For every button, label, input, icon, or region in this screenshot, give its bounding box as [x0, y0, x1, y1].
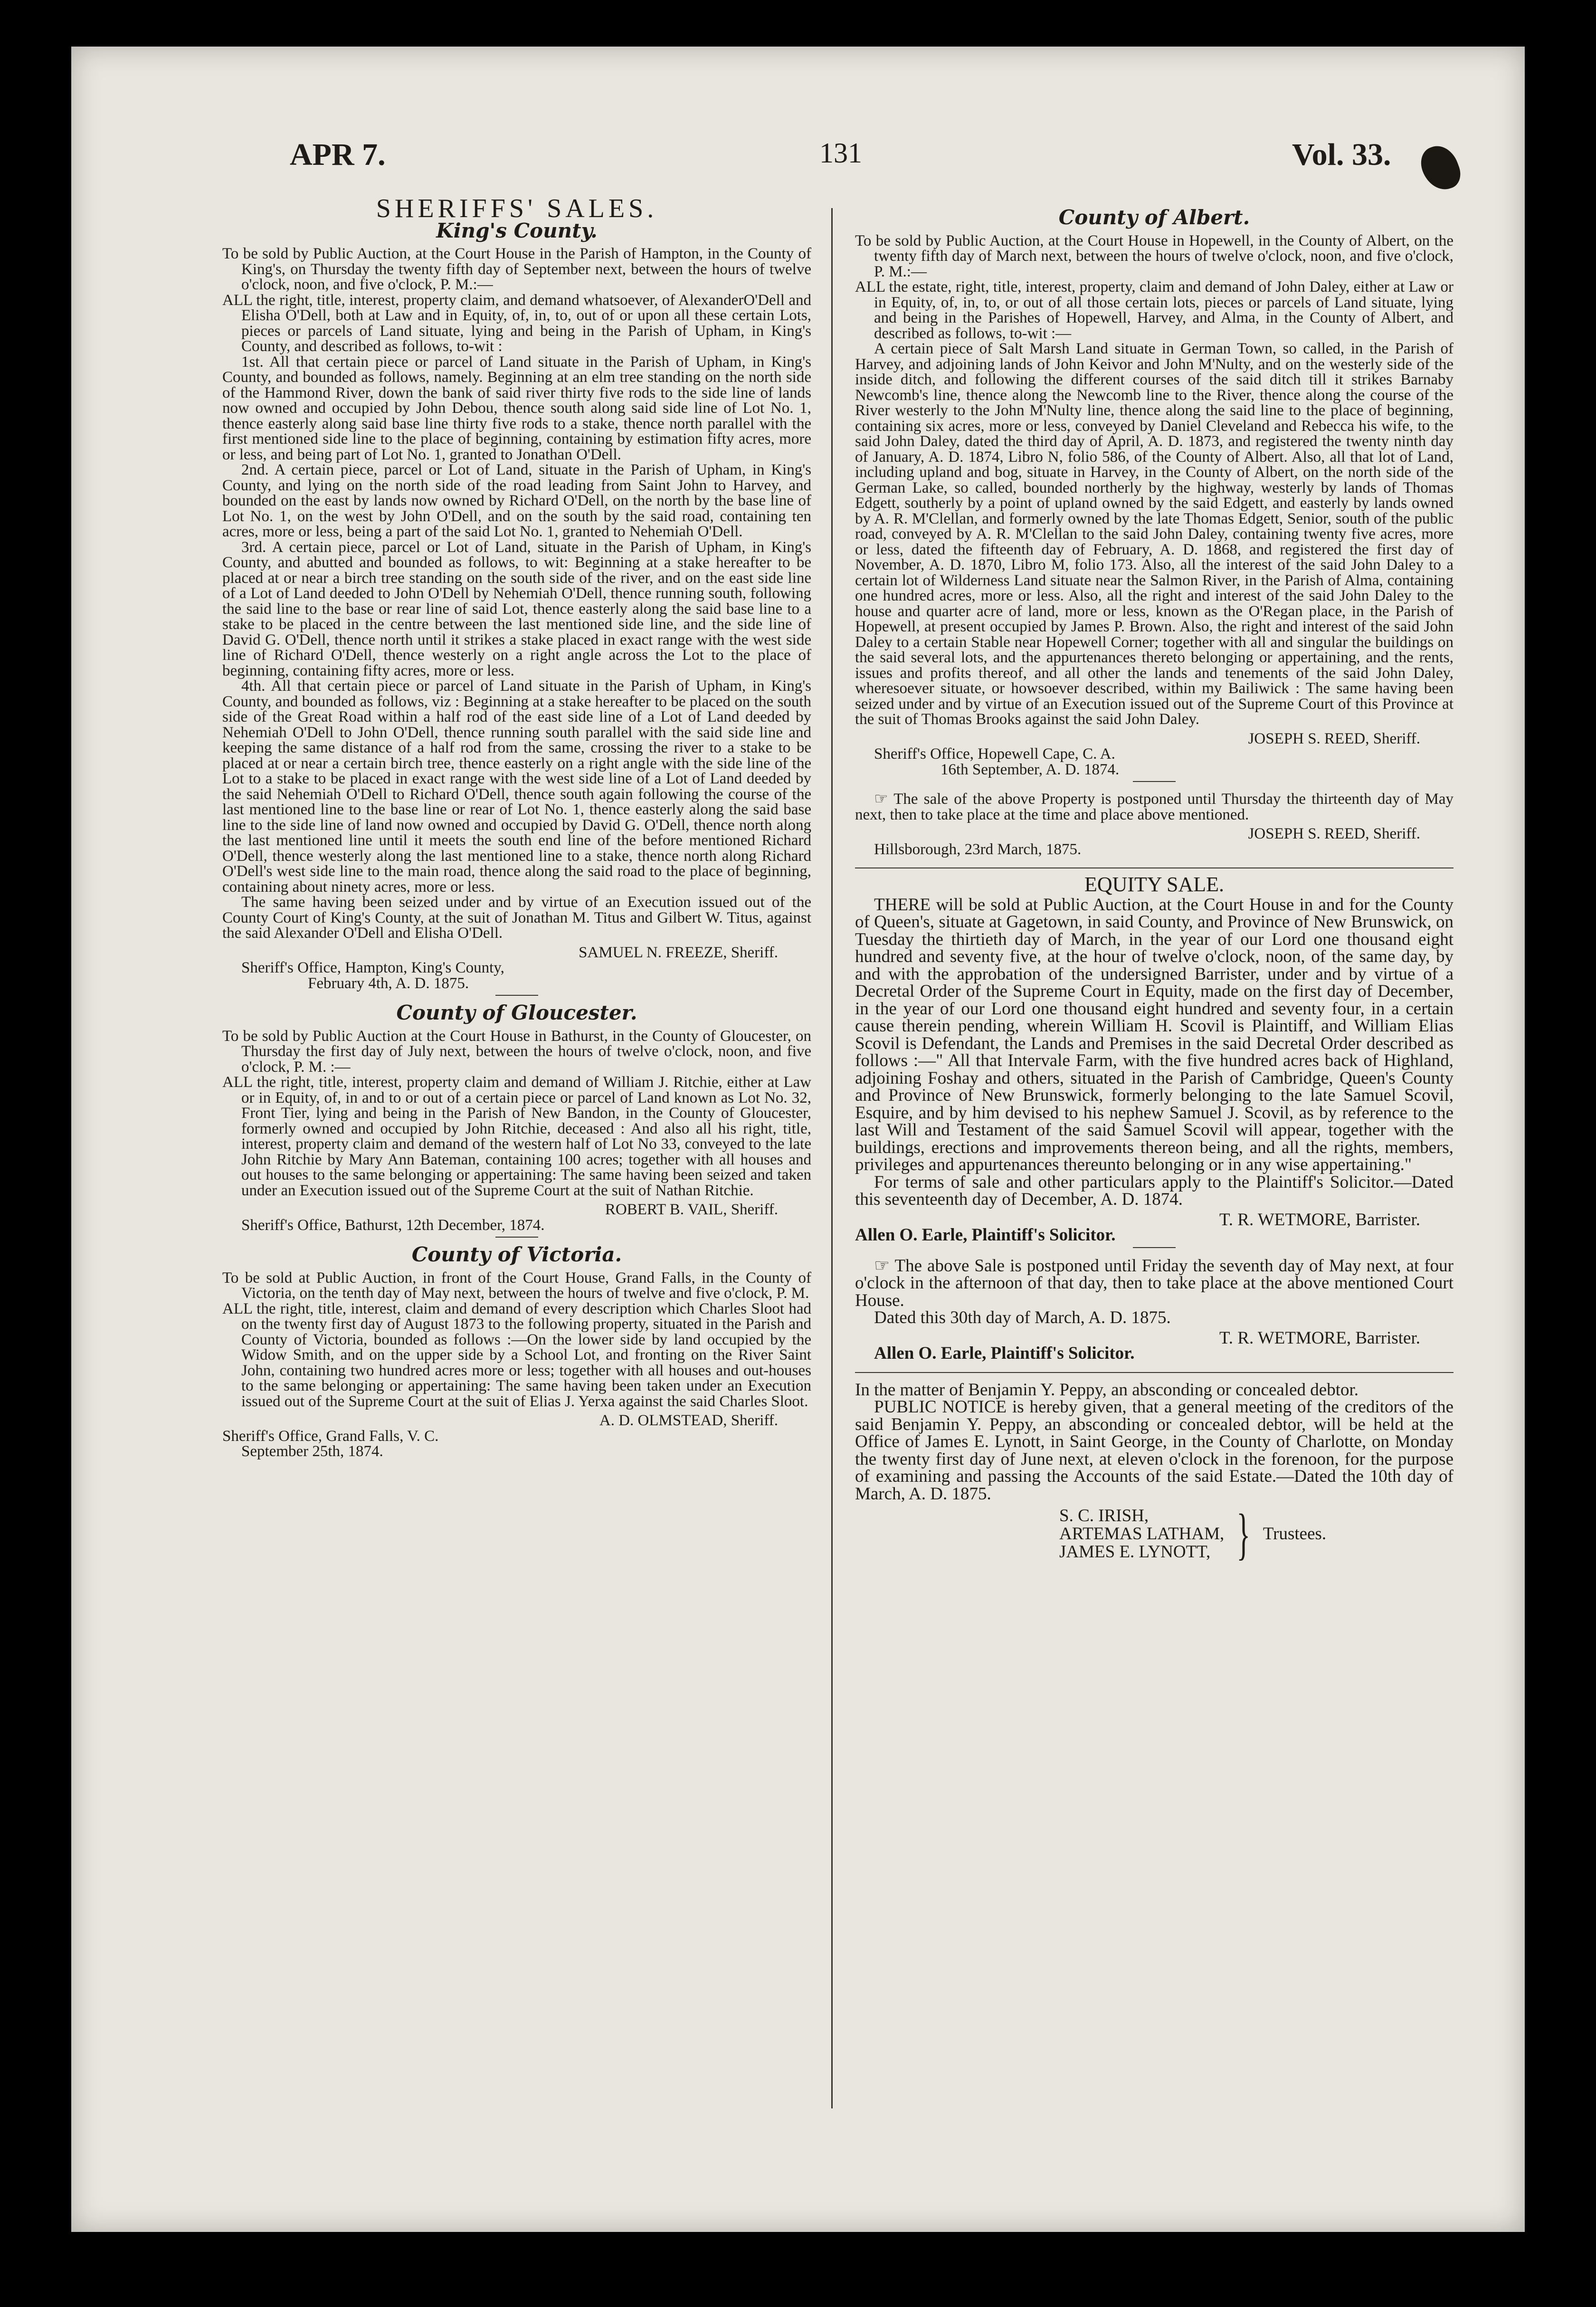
section-title: SHERIFFS' SALES.: [376, 194, 658, 223]
kings-lot-2: 2nd. A certain piece, parcel or Lot of Land, situate in the Parish of Upham, in King's County, and lying on the north side of the road leading from Saint John to Harvey, and bounded on the east by lands now owned by Richard O'Dell, on the north by the base line of Lot No. 1, on the west by John O'Dell, and on the south by the said road, containing ten acres, more or less, being a part of the said Lot No. 1, granted to Nehemiah O'Dell.: [222, 461, 811, 540]
divider: [1133, 781, 1176, 782]
equity-solicitor-2: Allen O. Earle, Plaintiff's Solicitor.: [874, 1344, 1135, 1363]
equity-sale-title: EQUITY SALE.: [1084, 873, 1225, 896]
equity-barrister-2: T. R. WETMORE, Barrister.: [1219, 1328, 1420, 1348]
albert-date: 16th September, A. D. 1874.: [940, 761, 1120, 778]
albert-place-date: Hillsborough, 23rd March, 1875.: [874, 840, 1082, 858]
kings-date: February 4th, A. D. 1875.: [308, 974, 469, 992]
albert-body-2: A certain piece of Salt Marsh Land situate in German Town, so called, in the Parish of Harvey, and adjoining lands of John Keivor and John M'Nulty, and on the westerly side of the inside ditch, and following the different courses of the said ditch till it strikes Barnaby Newcomb's line, thence along the Newcomb line to the River, thence along the course of the River westerly to the John M'Nulty line, thence along the said line to the place of beginning, containing six acres, more or less, conveyed by Daniel Cleveland and Rebecca his wife, to the said John Daley, dated the third day of April, A. D. 1873, and registered the twenty ninth day of January, A. D. 1874, Libro N, folio 586, of the County of Albert. Also, all that lot of Land, including upland and bog, situate in Harvey, in the County of Albert, on the north side of the German Lake, so called, bounded northerly by the highway, westerly by lands of Thomas Edgett, southerly by a point of upland owned by the said Edgett, and easterly by lands owned by A. R. M'Clellan, and formerly owned by the late Thomas Edgett, Senior, south of the public road, conveyed by A. R. M'Clellan to the said John Daley, containing twenty five acres, more or less, dated the fifteenth day of February, A. D. 1868, and registered the first day of November, A. D. 1870, Libro M, folio 173. Also, all the interest of the said John Daley to a certain lot of Wilderness Land situate near the Salmon River, in the Parish of Alma, containing one hundred acres, more or less. Also, all the right and interest of the said John Daley to the house and quarter acre of land, more or less, known as the O'Regan place, in the Parish of Hopewell, at present occupied by James P. Brown. Also, the right and interest of the said John Daley to a certain Stable near Hopewell Corner; together with all and singular the buildings on the said several lots, and the appurtenances thereto belonging or appertaining, and the rents, issues and profits thereof, and all other the lands and tenements of the said John Daley, wheresoever situate, or howsoever described, within my Bailiwick : The same having been seized under and by virtue of an Execution issued out of the Supreme Court of this Province at the suit of Thomas Brooks against the said John Daley.: [855, 340, 1454, 728]
right-column: [855, 203, 1454, 1563]
equity-postponed: ☞ The above Sale is postponed until Friday the seventh day of May next, at four o'clock in the afternoon of that day, then to take place at the above mentioned Court House.: [855, 1256, 1454, 1310]
gloucester-intro: To be sold by Public Auction at the Court House in Bathurst, in the County of Gloucester, on Thursday the first day of July next, between the hours of twelve o'clock, noon, and five o'clock, P. M. :—: [222, 1027, 811, 1076]
albert-intro: To be sold by Public Auction, at the Court House in Hopewell, in the County of Albert, on the twenty fifth day of March next, between the hours of twelve o'clock, noon, and five o'clock, P. M.:—: [855, 232, 1454, 280]
trustees-block: [1059, 1502, 1454, 1565]
brace-glyph: }: [1236, 1502, 1251, 1565]
peppy-body: PUBLIC NOTICE is hereby given, that a general meeting of the creditors of the said Benjamin Y. Peppy, an absconding or concealed debtor, will be held at the Office of James E. Lynott, in Saint George, in the County of Charlotte, on Monday the twenty first day of June next, at eleven o'clock in the forenoon, for the purpose of examining and passing the Accounts of the said Estate.—Dated the 10th day of March, A. D. 1875.: [855, 1397, 1454, 1504]
header-page-number: 131: [819, 137, 862, 169]
albert-office: Sheriff's Office, Hopewell Cape, C. A.: [874, 745, 1115, 763]
trustee-latham: ARTEMAS LATHAM,: [1059, 1524, 1225, 1544]
kings-lot-4: 4th. All that certain piece or parcel of Land situate in the Parish of Upham, in King's County, and bounded as follows, viz : Beginning at a stake hereafter to be placed on the south side of the Great Road within a half rod of the east side line of a Lot of Land deeded by Nehemiah O'Dell to John O'Dell, thence running south parallel with the said side line and keeping the same distance of a half rod from the same, crossing the river to a stake to be placed at or near a certain birch tree, thence easterly on a right angle with the side line of the Lot to a stake to be placed in exact range with the west side line of a Lot of Land deeded by the said Nehemiah O'Dell to Richard O'Dell, thence south again following the course of the last mentioned line to the base line or rear of Lot No. 1, thence easterly along the said base line to the side line of land now owned and occupied by David G. O'Dell, thence north along the last mentioned line until it meets the south end line of the before mentioned Richard O'Dell, thence westerly along the last mentioned line to a stake, thence north along Richard O'Dell's west side line to the main road, thence along the said road to the place of beginning, containing about ninety acres, more or less.: [222, 677, 811, 896]
albert-signature: JOSEPH S. REED, Sheriff.: [1248, 730, 1420, 747]
left-column: [222, 194, 811, 1460]
equity-barrister: T. R. WETMORE, Barrister.: [1219, 1210, 1420, 1230]
trustees-label: Trustees.: [1263, 1524, 1327, 1544]
victoria-intro: To be sold at Public Auction, in front of the Court House, Grand Falls, in the County of Victoria, on the tenth day of May next, between the hours of twelve and five o'clock, P. M.: [222, 1269, 811, 1302]
ink-blot: [1416, 141, 1465, 195]
kings-signature: SAMUEL N. FREEZE, Sheriff.: [579, 944, 778, 961]
kings-office: Sheriff's Office, Hampton, King's County,: [241, 959, 504, 976]
header-date: APR 7.: [290, 137, 386, 172]
albert-signature-2: JOSEPH S. REED, Sheriff.: [1248, 825, 1420, 842]
divider: [495, 1237, 538, 1238]
victoria-heading: County of Victoria.: [411, 1243, 622, 1266]
equity-body: THERE will be sold at Public Auction, at the Court House in and for the County of Queen's, situate at Gagetown, in said County, and Province of New Brunswick, on Tuesday the thirtieth day of March, in the year of our Lord one thousand eight hundred and seventy five, at the hour of twelve o'clock, noon, of the same day, by and with the approbation of the undersigned Barrister, under and by virtue of a Decretal Order of the Supreme Court in Equity, made on the first day of December, in the year of our Lord one thousand eight hundred and seventy four, in a certain cause therein pending, wherein William H. Scovil is Plaintiff, and William Elias Scovil is Defendant, the Lands and Premises in the said Decretal Order described as follows :—" All that Intervale Farm, with the five hundred acres back of Highland, adjoining Foshay and others, situated in the Parish of Cambridge, Queen's County and Province of New Brunswick, formerly belonging to the late Samuel Scovil, Esquire, and by him devised to his nephew Samuel J. Scovil, as by reference to the last Will and Testament of the said Samuel Scovil will appear, together with the buildings, erections and improvements thereon being, and all the rights, members, privileges and appurtenances thereunto belonging or in any wise appertaining.": [855, 895, 1454, 1174]
gloucester-body: ALL the right, title, interest, property claim and demand of William J. Ritchie, either at Law or in Equity, of, in and to or out of a certain piece or parcel of Land known as Lot No. 32, Front Tier, lying and being in the Parish of New Bandon, in the County of Gloucester, formerly owned and occupied by John Ritchie, deceased : And also all his right, title, interest, property claim and demand of the western half of Lot No 33, conveyed to the late John Ritchie by Mary Ann Bateman, containing 100 acres; together with all houses and out houses to the same belonging or appertaining: The same having been seized and taken under an Execution issued out of the Supreme Court at the suit of Nathan Ritchie.: [222, 1074, 811, 1199]
kings-intro: To be sold by Public Auction, at the Court House in the Parish of Hampton, in the County of King's, on Thursday the twenty fifth day of September next, between the hours of twelve o'clock, noon, and five o'clock, P. M.:—: [222, 245, 811, 293]
kings-lot-1: 1st. All that certain piece or parcel of Land situate in the Parish of Upham, in King's County, and bounded as follows, namely. Beginning at an elm tree standing on the north side of the Hammond River, down the bank of said river thirty five rods to the side line of lands now owned and occupied by John Debou, thence south along said side line of Lot No. 1, thence easterly along said base line thirty five rods to a stake, thence north parallel with the first mentioned side line to the place of beginning, containing by estimation fifty acres, more or less, and being part of Lot No. 1, granted to Jonathan O'Dell.: [222, 353, 811, 463]
albert-postponed: ☞ The sale of the above Property is postponed until Thursday the thirteenth day of May next, then to take place at the time and place above mentioned.: [855, 791, 1454, 823]
victoria-date: September 25th, 1874.: [241, 1443, 383, 1460]
equity-dated: Dated this 30th day of March, A. D. 1875.: [874, 1308, 1171, 1327]
victoria-signature: A. D. OLMSTEAD, Sheriff.: [599, 1412, 778, 1429]
albert-body-1: ALL the estate, right, title, interest, property, claim and demand of John Daley, either at Law or in Equity, of, in, to, or out of all those certain lots, pieces or parcels of Land situate, lying and being in the Parishes of Hopewell, Harvey, and Alma, in the County of Albert, and described as follows, to-wit :—: [855, 278, 1454, 342]
equity-solicitor: Allen O. Earle, Plaintiff's Solicitor.: [855, 1225, 1116, 1245]
divider: [1133, 1247, 1176, 1248]
gloucester-signature: ROBERT B. VAIL, Sheriff.: [605, 1201, 778, 1218]
divider: [495, 995, 538, 996]
victoria-office: Sheriff's Office, Grand Falls, V. C.: [222, 1427, 439, 1445]
albert-heading: County of Albert.: [1058, 206, 1250, 229]
kings-all: ALL the right, title, interest, property claim, and demand whatsoever, of AlexanderO'Dell and Elisha O'Dell, both at Law and in Equity, of, in, to, out of or upon all these certain Lots, pieces or parcels of Land situate, lying and being in the Parish of Upham, in King's County, and described as follows, to-wit :: [222, 291, 811, 355]
newspaper-page: [71, 47, 1525, 2232]
gloucester-heading: County of Gloucester.: [396, 1001, 637, 1024]
equity-terms: For terms of sale and other particulars apply to the Plaintiff's Solicitor.—Dated this seventeenth day of December, A. D. 1874.: [855, 1172, 1454, 1209]
kings-county-heading: King's County.: [436, 219, 598, 242]
kings-lot-3: 3rd. A certain piece, parcel or Lot of Land, situate in the Parish of Upham, in King's County, and abutted and bounded as follows, to wit: Beginning at a stake hereafter to be placed at or near a birch tree standing on the south side of the river, and on the east side line of a Lot of Land deeded to John O'Dell by Nehemiah O'Dell, thence running south, following the said line to the base or rear line of said Lot, thence easterly along the said base line to a stake to be placed in the centre between the last mentioned side line, and the side line of David G. O'Dell, thence north until it strikes a stake placed in exact range with the west side line of Richard O'Dell, thence westerly on a right angle across the Lot to the place of beginning, containing fifty acres, more or less.: [222, 538, 811, 679]
column-divider: [831, 208, 833, 2108]
trustee-irish: S. C. IRISH,: [1059, 1506, 1149, 1525]
kings-seized: The same having been seized under and by virtue of an Execution issued out of the County Court of King's County, at the suit of Jonathan M. Titus and Gilbert W. Titus, against the said Alexander O'Dell and Elisha O'Dell.: [222, 894, 811, 942]
gloucester-office: Sheriff's Office, Bathurst, 12th December, 1874.: [241, 1216, 545, 1234]
divider: [855, 1372, 1454, 1373]
trustee-lynott: JAMES E. LYNOTT,: [1059, 1542, 1211, 1562]
victoria-body: ALL the right, title, interest, claim and demand of every description which Charles Sloot had on the twenty first day of August 1873 to the following property, situated in the Parish and County of Victoria, bounded as follows :—On the lower side by land occupied by the Widow Smith, and on the upper side by a School Lot, and fronting on the River Saint John, containing two hundred acres more or less; together with all houses and out-houses to the same belonging or appertaining: The same having been taken under an Execution issued out of the Supreme Court at the suit of Elias J. Yerxa against the said Charles Sloot.: [222, 1300, 811, 1410]
header-volume: Vol. 33.: [1292, 137, 1391, 172]
peppy-matter: In the matter of Benjamin Y. Peppy, an absconding or concealed debtor.: [855, 1380, 1359, 1400]
